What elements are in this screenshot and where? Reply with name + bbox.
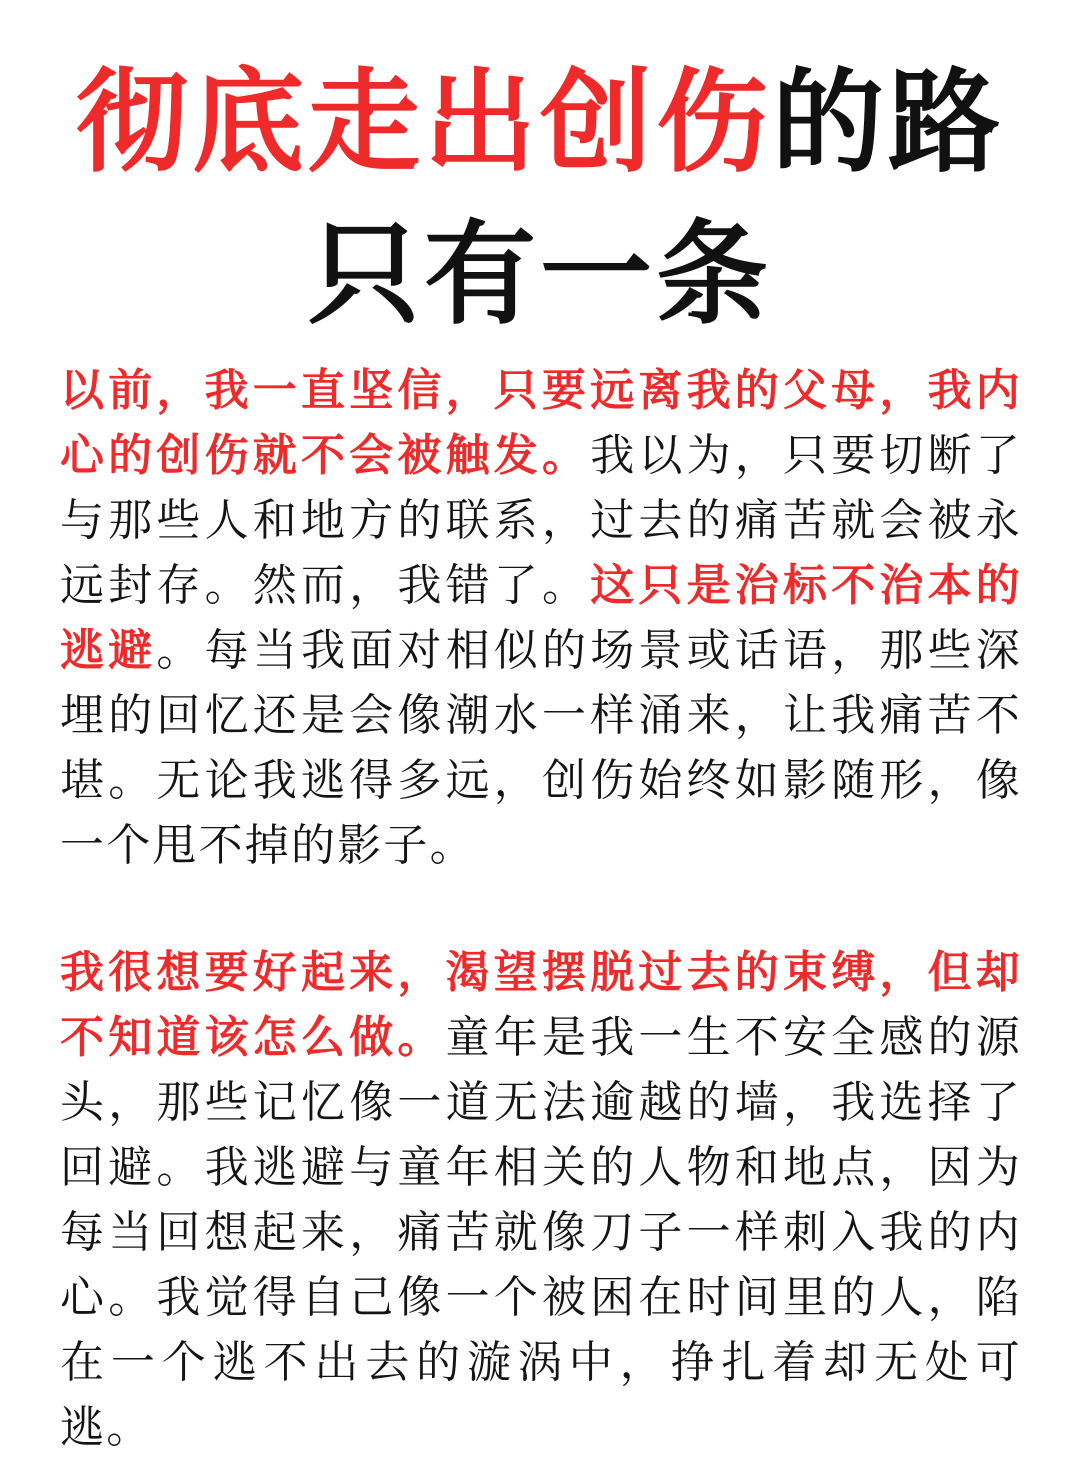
title-red-part: 彻底走出创伤	[76, 57, 772, 188]
paragraph-1-highlight-1: 以前，我一直坚信，只要远离我的父母，我内心的创伤就不会被触发。	[60, 365, 1022, 481]
title-black-part: 的路	[772, 57, 1004, 188]
paragraph-2-text-1: 童年是我一生不安全感的源头，那些记忆像一道无法逾越的墙，我选择了回避。我逃避与童年相关的人物和地点，因为每当回想起来，痛苦就像刀子一样刺入我的内心。我觉得自己像一个被困在时间里的人，陷在一个逃不出去的漩涡中，挣扎着却无处可逃。	[60, 1012, 1022, 1453]
paragraph-1-text-1: 我以为，只要切断了与那些人和地方的联系，过去的痛苦就会被永远封存。然而，我错了。	[60, 430, 1022, 611]
paragraph-1	[60, 358, 1022, 878]
title-line-1	[0, 58, 1080, 188]
paragraph-1-highlight-2: 这只是治标不治本的逃避	[60, 560, 1022, 676]
paragraph-2-highlight-1: 我很想要好起来，渴望摆脱过去的束缚，但却不知道该怎么做。	[60, 947, 1022, 1063]
paragraph-2	[60, 940, 1022, 1460]
title-line-2: 只有一条	[308, 209, 772, 340]
paragraph-1-text-2: 。每当我面对相似的场景或话语，那些深埋的回忆还是会像潮水一样涌来，让我痛苦不堪。无论我逃得多远，创伤始终如影随形，像一个甩不掉的影子。	[60, 625, 1022, 871]
